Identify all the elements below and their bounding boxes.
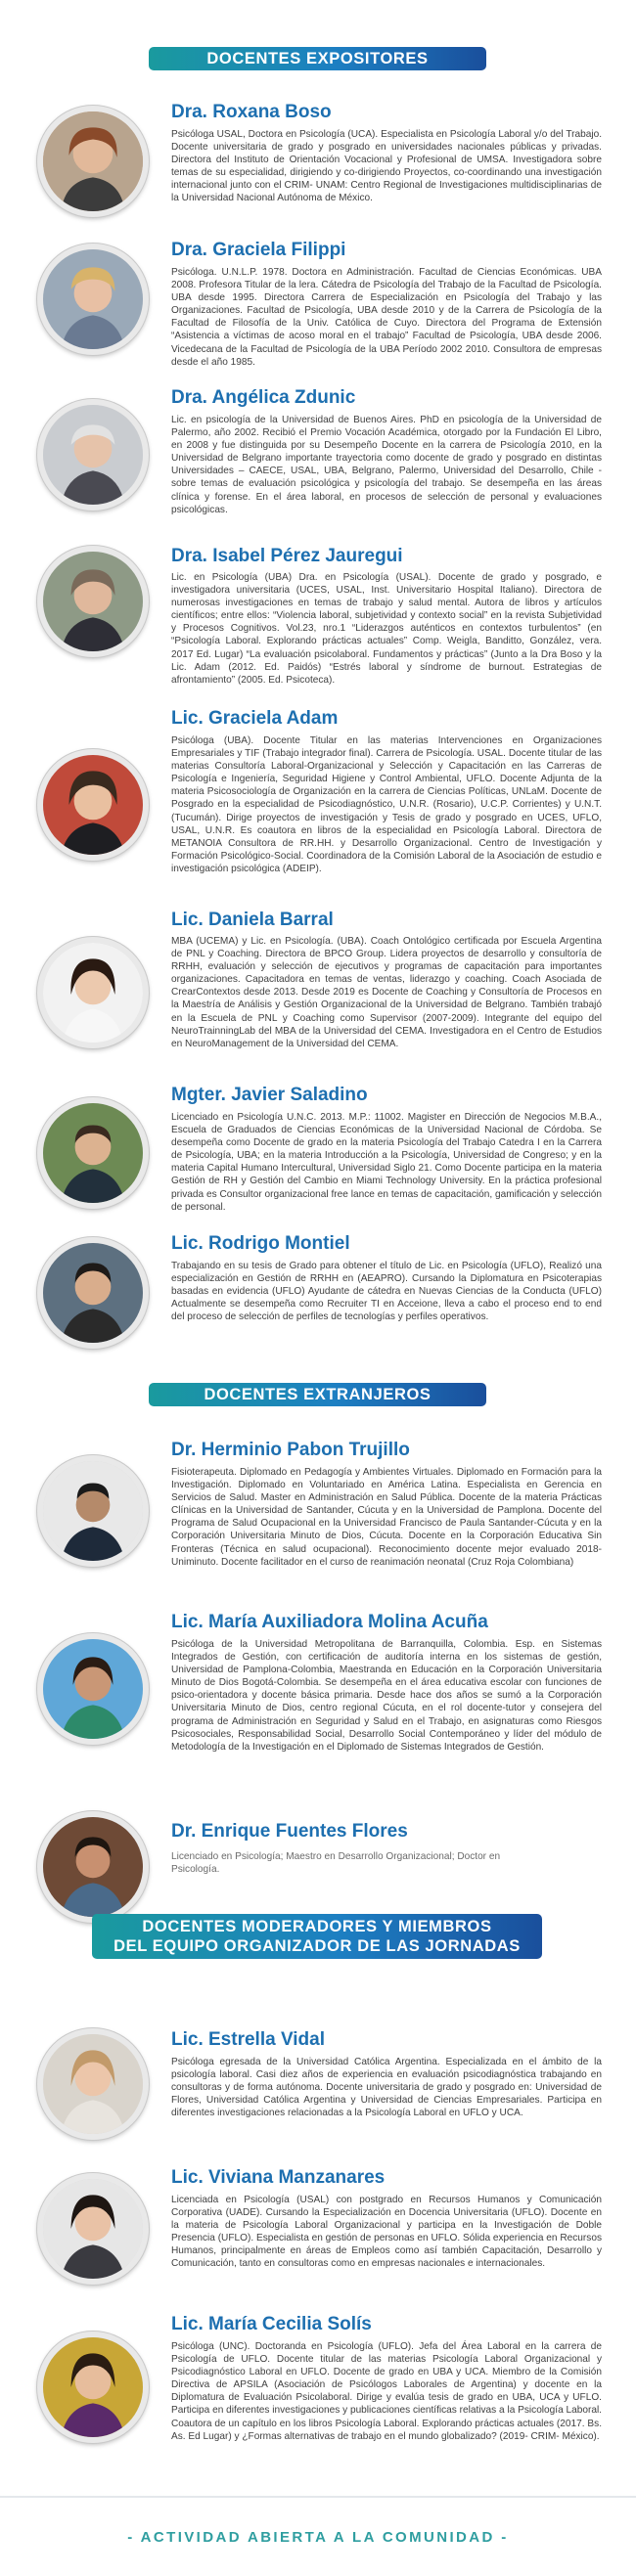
avatar-photo <box>37 399 149 511</box>
avatar-photo <box>37 2173 149 2285</box>
speaker-name: Lic. María Cecilia Solís <box>171 2314 372 2334</box>
speaker-bio: MBA (UCEMA) y Lic. en Psicología. (UBA). Coach Ontológico certificada por Escuela Argentina de PNL y Coaching. Directora de BPCO Group. Lidera proyectos de desarrollo y consultoría de RRHH, evaluación y selección de ejecutivos y programas de capacitación para importantes organizaciones. Capacitadora en temas de ventas, liderazgo y coaching. Coach Asociada de CrearContextos desde 2013. Desde 2019 es Docente de Coaching y Consultoría de Procesos en la Maestría de Análisis y Gestión Organizacional de la Universidad de Belgrano. También trabajó en la Escuela de PNL y Coaching como Supervisor (2007-2009). Integrante del equipo del NeuroTrainningLab del MBA de la Universidad del CEMA. Investigadora en el Centro de Estudios en NeuroManagement de la Universidad del CEMA. <box>171 936 602 1049</box>
section-title-expositores: DOCENTES EXPOSITORES <box>149 47 486 70</box>
section-title-line2: DEL EQUIPO ORGANIZADOR DE LAS JORNADAS <box>114 1937 521 1955</box>
speaker-bio: Psicóloga USAL, Doctora en Psicología (UCA). Especialista en Psicología Laboral y/o del Trabajo. Docente universitaria de grado y posgrado en universidades nacionales públicas y privadas. Directora del Instituto de Orientación Vocacional y Profesional de UMSA. Investigadora sobre temas de su especialidad, dirigiendo y co-dirigiendo Proyectos, co-coordinando una investigación internacional junto con el CRIM- UNAM: Centro Regional de Investigaciones multidisciplinarias de la Universidad Nacional Autónoma de México. <box>171 129 602 204</box>
speaker-name: Dr. Enrique Fuentes Flores <box>171 1821 408 1842</box>
speaker-bio: Psicóloga (UNC). Doctoranda en Psicología (UFLO). Jefa del Área Laboral en la carrera de Psicología de UFLO. Docente titular de las materias Psicología Laboral Organizacional y Psicodiagnóstico Laboral en UFLO. Docente de grado en UBA y UCA. Miembro de la Comisión Directiva de APSILA (Asociación de Psicólogos Laborales de Argentina) y docente en la Diplomatura de Evaluación Psicolaboral. Dirige y evalúa tesis de grado en UBA, UCA y UFLO. Participa en diferentes investigaciones y publicaciones científicas relativas a la Psicología Laboral. Coautora de un capítulo en los libros Psicología Laboral. Explorando prácticas actuales (2017. Bs. As. Ed Lugar) y ¿Formas alternativas de trabajo en el mundo globalizado? (2019- CRIM- México). <box>171 2341 602 2442</box>
avatar-photo <box>37 244 149 355</box>
avatar-photo <box>37 749 149 861</box>
speaker-bio: Psicóloga (UBA). Docente Titular en las materias Intervenciones en Organizaciones Empresariales y TIF (Trabajo integrador final). Carrera de Psicología. USAL. Docente titular de las materias Consultoría Laboral-Organizacional y Selección y Capacitación en las Carreras de Psicología e Ingeniería, Seguridad Higiene y Control Ambiental, UFLO. Docente Adjunta de la materia Psicosociología de Organización en la carrera de Ciencias Políticas, UNLaM. Docente de Posgrado en la especialidad de Psicodiagnóstico, U.N.R. (Rosario), U.C.P. Corrientes) y U.N.T. (Tucumán). Dirige proyectos de investigación y Tesis de grado y posgrado en UCES, UFLO, USAL, U.N.R. Es coautora en libros de la especialidad en Psicología Laboral. Directora de METANOIA Consultora de RR.HH. y Desarrollo Organizacional. Centro de Investigación y Formación Psicológico-Social. Coordinadora de la Comisión Laboral de la Asociación de estudio e investigación psicológica (ADEIP). <box>171 735 602 874</box>
avatar-photo <box>37 1237 149 1349</box>
avatar-photo <box>37 2028 149 2140</box>
section-title-moderadores <box>92 1914 542 1959</box>
speaker-bio: Fisioterapeuta. Diplomado en Pedagogía y Ambientes Virtuales. Diplomado en Formación para la Investigación. Diplomado en Voluntariado en América Latina. Especialista en Gerencia en Servicios de Salud. Master en Administración en Salud Pública. Docente de la materia Prácticas Clínicas en la Universidad de Santander, Cúcuta y en la Universidad de Pamplona. Docente del Programa de Salud Ocupacional en la Universidad Francisco de Paula Santander-Cúcuta y en la Corporación Universitaria Minuto de Dios, Cúcuta. Docente en la Corporación Educativa Sin Fronteras (Técnica en salud ocupacional). Reconocimiento docente mejor evaluado 2018-Uniminuto. Docente facilitador en el curso de reanimación neonatal (Cruz Roja Colombiana) <box>171 1467 602 1568</box>
speaker-bio: Trabajando en su tesis de Grado para obtener el título de Lic. en Psicología (UFLO), Realizó una especialización en Gestión de RRHH en (AEAPRO). Cursando la Diplomatura en Psicoterapias basadas en evidencia (UFLO) Ayudante de cátedra en Nuevas Ciencias de la Conducta (UFLO) Actualmente se desempeña como Recruiter TI en Acceione, lleva a cabo el proceso end to end del proceso de selección de perfiles de tecnologías y perfiles operativos. <box>171 1261 602 1323</box>
speaker-name: Lic. Daniela Barral <box>171 910 334 930</box>
section-title-extranjeros: DOCENTES EXTRANJEROS <box>149 1383 486 1406</box>
speaker-bio: Licenciado en Psicología U.N.C. 2013. M.P.: 11002. Magister en Dirección de Negocios M.B.A., Escuela de Graduados de Ciencias Económicas de la Universidad Nacional de Córdoba. Se desempeña como Docente de grado en la materia Psicología del Trabajo Catedra I en la Carrera de Psicología, UBA; en la materia Introducción a la Psicología, Universidad de Congreso; y en la materia Capital Humano Intercultural, Universidad Siglo 21. Como Docente participa en la materia Gestión de RH y Gestión del Cambio en Miami Technology University. En la práctica profesional privada es Consultor organizacional free lance en temas de capacitación, gamificación y selección de personal. <box>171 1112 602 1213</box>
speaker-bio: Lic. en psicología de la Universidad de Buenos Aires. PhD en psicología de la Universidad de Palermo, año 2002. Recibió el Premio Vocación Académica, otorgado por la Fundación El Libro, en 2008 y fue distinguida por su Desempeño Docente en la carrera de Psicología 2010, en la Universidad de Belgrano importante trayectoria como docente de grado y posgrado en distintas Universidades – CAECE, USAL, UBA, Belgrano, Palermo, Universidad del Desarrollo, Chile - sobre temas de evaluación psicológica y psicología del trabajo. Se desempeña en las áreas clínica y forense. En el área laboral, en procesos de selección de personal y evaluaciones psicológicas. <box>171 415 602 515</box>
speaker-bio: Psicóloga egresada de la Universidad Católica Argentina. Especializada en el ámbito de la psicología laboral. Casi diez años de experiencia en evaluación psicodiagnóstica trabajando en consultoras y de forma autónoma. Docente universitaria de grado y posgrado en: Universidad de Flores, Universidad Católica Argentina y Universidad de Ciencias Empresariales. Participa en diferentes investigaciones relacionadas a la Psicología Laboral en UFLO y UCA. <box>171 2057 602 2119</box>
avatar-photo <box>37 546 149 657</box>
avatar-photo <box>37 1633 149 1745</box>
avatar-photo <box>37 1811 149 1923</box>
speaker-name: Dra. Roxana Boso <box>171 102 332 122</box>
speaker-name: Dra. Graciela Filippi <box>171 240 346 260</box>
speaker-name: Mgter. Javier Saladino <box>171 1085 368 1105</box>
speaker-name: Lic. María Auxiliadora Molina Acuña <box>171 1612 488 1632</box>
speaker-bio: Lic. en Psicología (UBA) Dra. en Psicología (USAL). Docente de grado y posgrado, e investigadora universitaria (UCES, USAL, Inst. Universitario Hospital Italiano). Directora de numerosas investigaciones en temas de trabajo y salud mental. Autora de libros y artículos científicos; entre ellos: “Violencia laboral, subjetividad y contexto social” en la revista Subjetividad y Procesos Cognitivos. Vol.23, nro.1 “Liderazgos auténticos en contextos turbulentos” (en “Psicología Laboral. Explorando prácticas actuales” Comp. Weigla, Banditto, González, vera. 2017 Ed. Lugar) “La evaluación psicolaboral. Fundamentos y prácticas” (Junto a la Dra Boso y la Lic. Adam (2012. Ed. Paidós) “Estrés laboral y síndrome de burnout. Estrategias de afrontamiento” (2005. Ed. Psicoteca). <box>171 572 602 686</box>
section-title-line1: DOCENTES MODERADORES Y MIEMBROS <box>142 1918 492 1935</box>
speaker-name: Dr. Herminio Pabon Trujillo <box>171 1440 410 1460</box>
speaker-bio: Licenciada en Psicología (USAL) con postgrado en Recursos Humanos y Comunicación Corporativa (UADE). Cursando la Especialización en Docencia Universitaria (UFLO). Docente en la materia de Psicología Laboral Organizacional y participa en la Investigación de Doble Presencia (UFLO). Especialista en gestión de personas en UFLO. Sólida experiencia en Recursos Humanos, principalmente en áreas de Empleos como así también Capacitación, Desarrollo y Comunicación, tanto en consultoras como en empresas nacionales e internacionales. <box>171 2195 602 2270</box>
speaker-name: Lic. Rodrigo Montiel <box>171 1233 350 1254</box>
speaker-bio: Licenciado en Psicología; Maestro en Desarrollo Organizacional; Doctor en Psicología. <box>171 1851 501 1876</box>
speaker-name: Dra. Isabel Pérez Jauregui <box>171 546 403 566</box>
avatar-photo <box>37 106 149 217</box>
footer-tagline: - ACTIVIDAD ABIERTA A LA COMUNIDAD - <box>127 2529 509 2546</box>
speaker-name: Lic. Viviana Manzanares <box>171 2167 386 2188</box>
speaker-bio: Psicóloga. U.N.L.P. 1978. Doctora en Administración. Facultad de Ciencias Económicas. UBA 2008. Profesora Titular de la lera. Cátedra de Psicología del Trabajo de la Facultad de Psicología. UBA desde 1995. Directora Carrera de Especialización en Psicología del Trabajo y las Organizaciones. Facultad de Psicología, UBA desde 2010 y de la Carrera de Psicología de la Facultad de Filosofía de la Univ. Católica de Cuyo. Directora del Programa de Extensión “Asistencia a víctimas de acoso moral en el trabajo” Facultad de Psicología, UBA desde 2006. Vicedecana de la Facultad de Psicología de la UBA Período 2002 2010. Consultora de empresas desde el año 1985. <box>171 267 602 368</box>
avatar-photo <box>37 1455 149 1567</box>
footer-divider <box>0 2496 636 2498</box>
avatar-photo <box>37 937 149 1048</box>
speaker-name: Dra. Angélica Zdunic <box>171 387 356 408</box>
speaker-bio: Psicóloga de la Universidad Metropolitana de Barranquilla, Colombia. Esp. en Sistemas Integrados de Gestión, con certificación de auditoría interna en los sistemas de gestión, Universidad de Pamplona-Colombia, Maestranda en Educación en la Corporación Universitaria Minuto de Dios Bogotá-Colombia. Se desempeña en el área educativa escolar con funciones de psico-orientadora y docente básica primaria. Desde hace dos años se sumó a la Corporación Universitaria Minuto de Dios, centro regional Cúcuta, en el rol docente-tutor y consejera del programa de Administración en Seguridad y Salud en el Trabajo, en asignaturas como Riesgos Psicosociales, Responsabilidad Social, Desarrollo Social Contemporáneo y líder del módulo de Metodología de la Investigación en el Diplomado de Sistemas Integrados de Gestión. <box>171 1639 602 1753</box>
avatar-photo <box>37 1097 149 1209</box>
avatar-photo <box>37 2332 149 2443</box>
speaker-name: Lic. Estrella Vidal <box>171 2029 326 2050</box>
speaker-name: Lic. Graciela Adam <box>171 708 339 729</box>
